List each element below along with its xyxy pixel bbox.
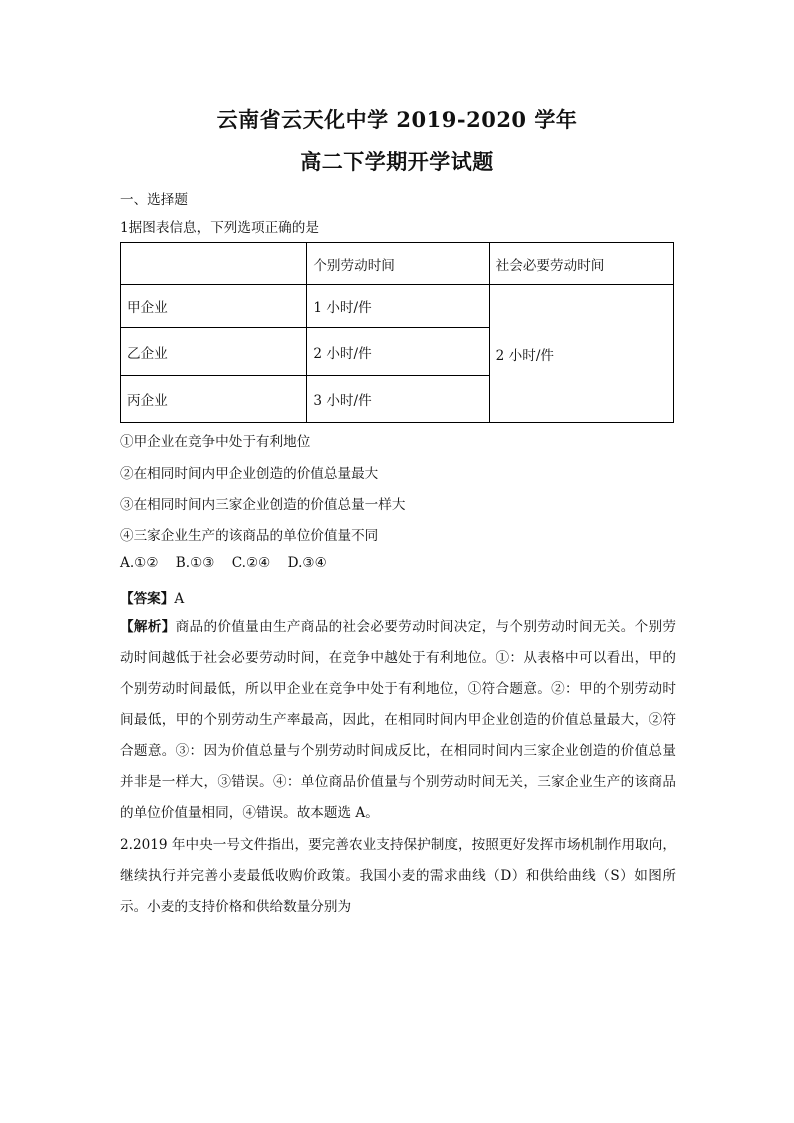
answer-line: [120, 587, 184, 607]
question-2-stem: 2.2019 年中央一号文件指出，要完善农业支持保护制度，按照更好发挥市场机制作用取向，继续执行并完善小麦最低收购价政策。我国小麦的需求曲线（D）和供给曲线（S）如图所示。小麦的支持价格和供给数量分别为: [120, 837, 676, 915]
analysis-paragraph: [120, 612, 676, 829]
analysis-text: 商品的价值量由生产商品的社会必要劳动时间决定，与个别劳动时间无关。个别劳动时间越低于社会必要劳动时间，在竞争中越处于有利地位。①：从表格中可以看出，甲的个别劳动时间最低，所以甲企业在竞争中处于有利地位，①符合题意。②：甲的个别劳动时间最低，甲的个别劳动生产率最高，因此，在相同时间内甲企业创造的价值总量最大，②符合题意。③：因为价值总量与个别劳动时间成反比，在相同时间内三家企业创造的价值总量并非是一样大，③错误。④：单位商品价值量与个别劳动时间无关，三家企业生产的该商品的单位价值量相同，④错误。故本题选 A。: [120, 619, 677, 821]
table-row: [121, 285, 674, 328]
document-title-line2: 高二下学期开学试题: [300, 149, 494, 174]
labor-time-table: [120, 242, 674, 423]
section-heading: 一、选择题: [120, 192, 188, 208]
table-header-cell: [121, 243, 307, 285]
answer-value: A: [174, 591, 185, 607]
company-cell: 丙企业: [121, 376, 307, 423]
individual-time-cell: 2 小时/件: [307, 328, 489, 376]
statement-1: ①甲企业在竞争中处于有利地位: [120, 434, 311, 450]
table-header-row: [121, 243, 674, 285]
statement-2: ②在相同时间内甲企业创造的价值总量最大: [120, 466, 379, 482]
question-1-stem: 1据图表信息，下列选项正确的是: [120, 220, 319, 236]
individual-time-cell: 3 小时/件: [307, 376, 489, 423]
table-header-cell: 社会必要劳动时间: [489, 243, 673, 285]
document-title-line1: 云南省云天化中学 2019-2020 学年: [216, 107, 578, 132]
statement-4: ④三家企业生产的该商品的单位价值量不同: [120, 528, 379, 544]
company-cell: 乙企业: [121, 328, 307, 376]
individual-time-cell: 1 小时/件: [307, 285, 489, 328]
table-header-cell: 个别劳动时间: [307, 243, 489, 285]
statement-3: ③在相同时间内三家企业创造的价值总量一样大: [120, 497, 406, 513]
social-time-cell: 2 小时/件: [489, 285, 673, 423]
company-cell: 甲企业: [121, 285, 307, 328]
answer-options: A.①② B.①③ C.②④ D.③④: [120, 555, 327, 571]
answer-label: 【答案】: [120, 591, 175, 607]
analysis-label: 【解析】: [120, 619, 176, 635]
